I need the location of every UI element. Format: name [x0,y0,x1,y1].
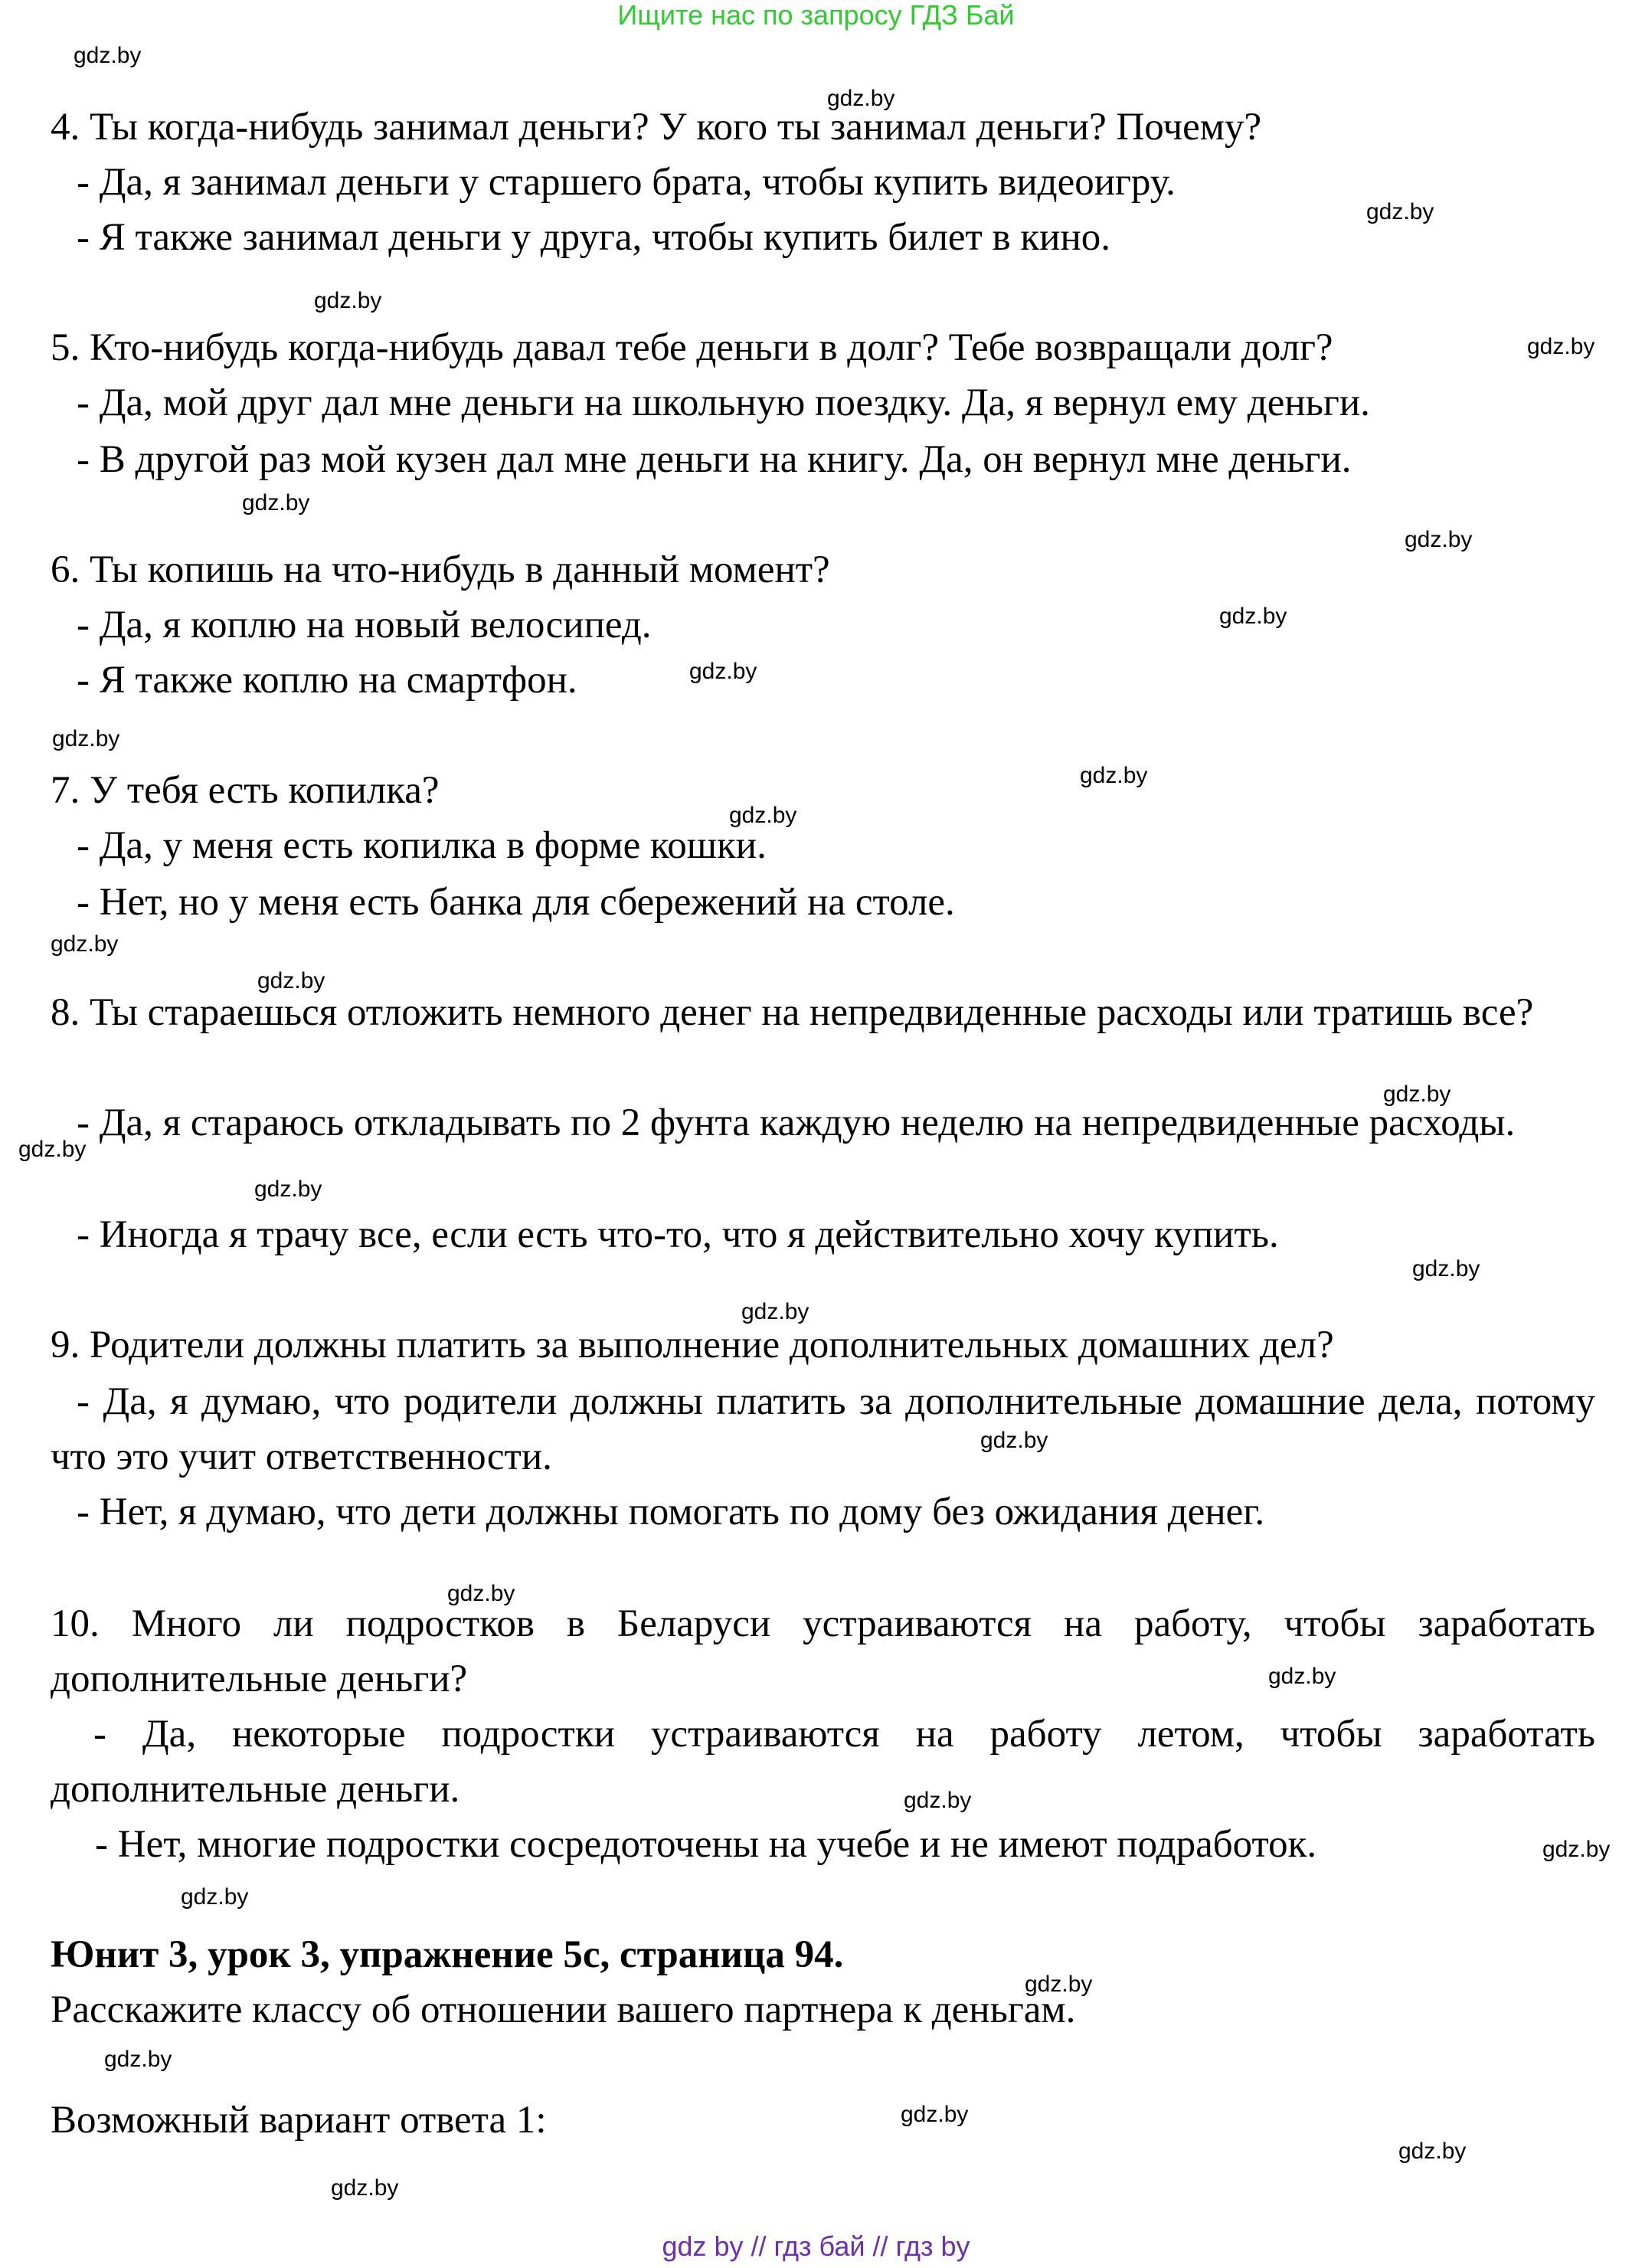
answer-7-1: - Да, у меня есть копилка в форме кошки. [77,824,767,867]
answer-6-2: - Я также коплю на смартфон. [77,659,577,702]
watermark: gdz.by [1405,527,1473,552]
watermark: gdz.by [729,803,797,828]
answer-5-1: - Да, мой друг дал мне деньги на школьную поездку. Да, я вернул ему деньги. [77,381,1370,424]
question-5: 5. Кто-нибудь когда-нибудь давал тебе деньги в долг? Тебе возвращали долг? [51,326,1333,369]
watermark: gdz.by [901,2102,969,2127]
watermark: gdz.by [242,490,310,515]
watermark: gdz.by [447,1581,515,1606]
watermark: gdz.by [1527,334,1595,359]
watermark: gdz.by [331,2175,399,2201]
watermark: gdz.by [314,288,382,313]
watermark: gdz.by [1366,199,1434,224]
answer-6-1: - Да, я коплю на новый велосипед. [77,604,652,646]
section-instruction: Расскажите классу об отношении вашего партнера к деньгам. [51,1988,1076,2031]
question-6: 6. Ты копишь на что-нибудь в данный момент? [51,548,830,591]
question-8: 8. Ты стараешься отложить немного денег на непредвиденные расходы или тратишь все? [51,991,1534,1034]
answer-4-2: - Я также занимал деньги у друга, чтобы купить билет в кино. [77,216,1111,259]
watermark: gdz.by [1219,604,1287,629]
watermark: gdz.by [980,1428,1048,1453]
watermark: gdz.by [51,931,119,957]
watermark: gdz.by [827,86,895,111]
question-9: 9. Родители должны платить за выполнение дополнительных домашних дел? [51,1324,1334,1366]
watermark: gdz.by [181,1884,249,1910]
watermark: gdz.by [1025,1972,1093,1997]
watermark: gdz.by [1398,2139,1467,2164]
answer-variant-label: Возможный вариант ответа 1: [51,2099,547,2142]
answer-4-1: - Да, я занимал деньги у старшего брата, чтобы купить видеоигру. [77,161,1176,204]
question-10: 10. Много ли подростков в Беларуси устраиваются на работу, чтобы заработать дополнительные деньги? [51,1602,1595,1700]
watermark: gdz.by [1412,1256,1480,1281]
watermark: gdz.by [741,1299,809,1324]
answer-10-2: - Нет, многие подростки сосредоточены на учебе и не имеют подработок. [95,1823,1317,1866]
top-banner[interactable]: Ищите нас по запросу ГДЗ Бай [617,0,1015,31]
section-heading: Юнит 3, урок 3, упражнение 5с, страница 94. [51,1933,844,1976]
watermark: gdz.by [254,1177,322,1202]
answer-8-2: - Иногда я трачу все, если есть что-то, что я действительно хочу купить. [77,1213,1279,1256]
watermark: gdz.by [52,726,120,751]
watermark: gdz.by [904,1788,972,1813]
watermark: gdz.by [1080,763,1148,788]
watermark: gdz.by [104,2047,172,2072]
answer-10-1: - Да, некоторые подростки устраиваются на работу летом, чтобы заработать дополнительные деньги. [51,1713,1595,1811]
watermark: gdz.by [1542,1837,1611,1862]
answer-8-1: - Да, я стараюсь откладывать по 2 фунта каждую неделю на непредвиденные расходы. [77,1101,1516,1144]
answer-5-2: - В другой раз мой кузен дал мне деньги на книгу. Да, он вернул мне деньги. [77,438,1352,481]
watermark: gdz.by [689,659,757,684]
answer-9-2: - Нет, я думаю, что дети должны помогать по дому без ожидания денег. [77,1491,1265,1533]
watermark: gdz.by [1268,1664,1336,1689]
footer-links[interactable]: gdz by // гдз бай // гдз by [662,2230,970,2262]
watermark: gdz.by [1383,1082,1451,1107]
watermark: gdz.by [74,43,142,68]
question-7: 7. У тебя есть копилка? [51,769,440,812]
answer-7-2: - Нет, но у меня есть банка для сбережений на столе. [77,881,955,924]
watermark: gdz.by [257,968,325,993]
question-4: 4. Ты когда-нибудь занимал деньги? У кого ты занимал деньги? Почему? [51,106,1262,149]
watermark: gdz.by [18,1137,87,1162]
answer-9-1: - Да, я думаю, что родители должны платить за дополнительные домашние дела, потому что это учит ответственности. [51,1380,1595,1478]
